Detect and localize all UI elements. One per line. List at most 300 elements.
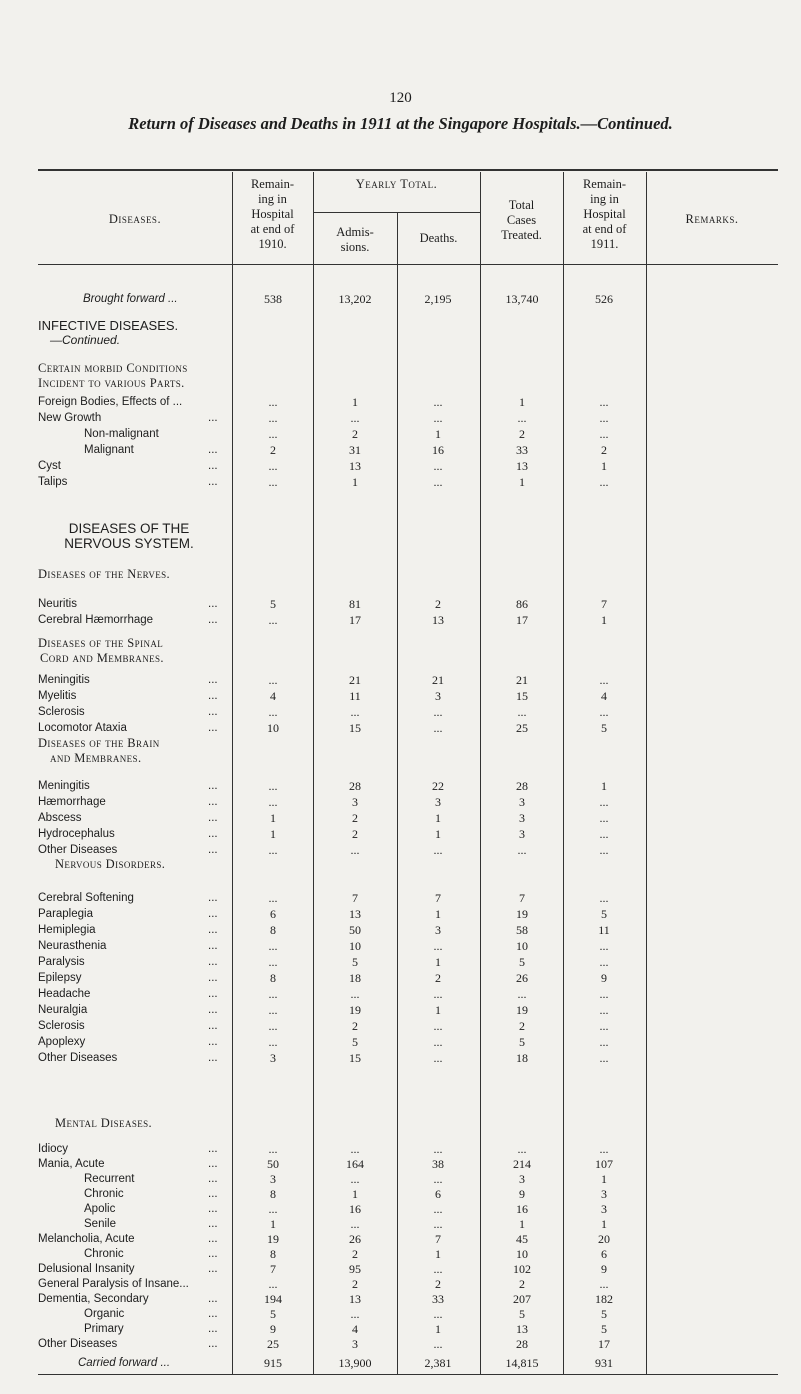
- leader-dots: ...: [208, 412, 218, 424]
- cell-value: 7: [601, 597, 607, 611]
- cell-value: ...: [433, 939, 443, 953]
- cell-value: 21: [432, 673, 444, 687]
- cell-value: 9: [519, 1187, 525, 1201]
- cell-value: 31: [349, 443, 361, 457]
- cell-value: 7: [435, 1232, 441, 1246]
- yearly-total-rule: [313, 212, 480, 213]
- disease-label: Dementia, Secondary: [38, 1293, 149, 1305]
- table-row: [38, 689, 778, 704]
- cell-value: 2: [352, 427, 358, 441]
- brought-forward-label: Brought forward ...: [83, 293, 178, 305]
- disease-label: Chronic: [84, 1248, 124, 1260]
- cell-value: 164: [346, 1157, 364, 1171]
- cell-value: ...: [268, 795, 278, 809]
- cell-value: 3: [435, 923, 441, 937]
- cell-value: 15: [349, 1051, 361, 1065]
- cell-value: 1: [601, 1172, 607, 1186]
- cell-value: 28: [516, 779, 528, 793]
- cell-value: ...: [517, 987, 527, 1001]
- cell-value: 5: [270, 597, 276, 611]
- table-row: [38, 1232, 778, 1247]
- cell-value: 1: [435, 1322, 441, 1336]
- cell-value: 2: [352, 811, 358, 825]
- cell-value: 1: [435, 1003, 441, 1017]
- cell-value: ...: [350, 1172, 360, 1186]
- leader-dots: ...: [208, 598, 218, 610]
- cell-value: 2: [270, 443, 276, 457]
- cell-value: 2: [435, 597, 441, 611]
- cell-value: 5: [352, 955, 358, 969]
- cell-value: 19: [516, 907, 528, 921]
- disease-label: Cerebral Hæmorrhage: [38, 614, 154, 626]
- table-row: [38, 1202, 778, 1217]
- cell-value: ...: [433, 1035, 443, 1049]
- cell-value: 16: [349, 1202, 361, 1216]
- cell-value: 19: [349, 1003, 361, 1017]
- leader-dots: ...: [208, 972, 218, 984]
- disease-label: Non-malignant: [84, 428, 159, 440]
- cell-value: 25: [516, 721, 528, 735]
- cell-value: ...: [268, 475, 278, 489]
- cell-value: 19: [267, 1232, 279, 1246]
- leader-dots: ...: [208, 1020, 218, 1032]
- cell-value: ...: [268, 1277, 278, 1291]
- cell-value: ...: [268, 1003, 278, 1017]
- table-row: [38, 1142, 778, 1157]
- disease-label: Chronic: [84, 1188, 124, 1200]
- cell-value: ...: [599, 955, 609, 969]
- disease-label: Paraplegia: [38, 908, 93, 920]
- cell-value: ...: [268, 673, 278, 687]
- leader-dots: ...: [208, 1218, 218, 1230]
- cell-value: ...: [599, 1019, 609, 1033]
- cell-value: 25: [267, 1337, 279, 1351]
- cell-value: ...: [268, 955, 278, 969]
- leader-dots: ...: [208, 908, 218, 920]
- cell-value: ...: [268, 1035, 278, 1049]
- cell-value: 182: [595, 1292, 613, 1306]
- disease-label: Recurrent: [84, 1173, 135, 1185]
- table-row: [38, 827, 778, 842]
- page-number: 120: [389, 90, 412, 106]
- cell-value: ...: [350, 1307, 360, 1321]
- table-row: [38, 721, 778, 736]
- cell-value: 13: [349, 459, 361, 473]
- cell-value: ...: [268, 411, 278, 425]
- header-remaining-1911: Remain- ing in Hospital at end of 1911.: [582, 177, 627, 251]
- disease-label: Locomotor Ataxia: [38, 722, 127, 734]
- leader-dots: ...: [208, 1188, 218, 1200]
- leader-dots: ...: [208, 796, 218, 808]
- disease-label: Hemiplegia: [38, 924, 96, 936]
- cell-value: ...: [350, 411, 360, 425]
- cell-value: 8: [270, 923, 276, 937]
- header-total-cases: Total Cases Treated.: [501, 198, 542, 242]
- leader-dots: ...: [208, 1233, 218, 1245]
- leader-dots: ...: [208, 1263, 218, 1275]
- table-row: [38, 955, 778, 970]
- cell-value: 2: [519, 427, 525, 441]
- cell-value: 50: [349, 923, 361, 937]
- leader-dots: ...: [208, 940, 218, 952]
- table-row: [38, 811, 778, 826]
- subsection-morbid: Certain morbid Conditions Incident to various Parts.: [38, 361, 188, 390]
- leader-dots: ...: [208, 614, 218, 626]
- section-nervous: DISEASES OF THE NERVOUS SYSTEM.: [64, 521, 194, 551]
- leader-dots: ...: [208, 460, 218, 472]
- cell-value: 86: [516, 597, 528, 611]
- cell-value: ...: [433, 843, 443, 857]
- cell-value: 2: [601, 443, 607, 457]
- table-row: [38, 443, 778, 458]
- disease-label: Hæmorrhage: [38, 796, 106, 808]
- disease-label: Neurasthenia: [38, 940, 107, 952]
- disease-label: Meningitis: [38, 780, 90, 792]
- cell-value: ...: [268, 779, 278, 793]
- leader-dots: ...: [208, 1173, 218, 1185]
- cell-value: ...: [268, 1202, 278, 1216]
- leader-dots: ...: [208, 706, 218, 718]
- leader-dots: ...: [208, 674, 218, 686]
- cell-value: ...: [599, 1003, 609, 1017]
- leader-dots: ...: [208, 828, 218, 840]
- table-row: [38, 987, 778, 1002]
- leader-dots: ...: [208, 690, 218, 702]
- cell-value: 8: [270, 1247, 276, 1261]
- cell-value: ...: [268, 987, 278, 1001]
- header-admissions: Admis- sions.: [336, 225, 374, 254]
- cell-value: ...: [599, 843, 609, 857]
- carried-forward-label: Carried forward ...: [78, 1357, 171, 1369]
- table-row: [38, 427, 778, 442]
- cell-value: 21: [349, 673, 361, 687]
- cell-value: 17: [598, 1337, 610, 1351]
- table-row: [38, 1051, 778, 1066]
- table-row: [38, 907, 778, 922]
- disease-label: Sclerosis: [38, 1020, 85, 1032]
- cell-value: ...: [350, 987, 360, 1001]
- cell-value: 10: [267, 721, 279, 735]
- cell-value: 3: [519, 795, 525, 809]
- cell-value: 26: [516, 971, 528, 985]
- cell-value: 3: [519, 827, 525, 841]
- table-row: [38, 1292, 778, 1307]
- cell-value: 1: [601, 459, 607, 473]
- subsection-brain: Diseases of the Brain and Membranes.: [38, 736, 160, 765]
- table-row: [38, 597, 778, 612]
- disease-label: Paralysis: [38, 956, 85, 968]
- cell-value: ...: [599, 1051, 609, 1065]
- cell-value: ...: [268, 1142, 278, 1156]
- cell-value: 9: [270, 1322, 276, 1336]
- page-title: Return of Diseases and Deaths in 1911 at the Singapore Hospitals.—Continued.: [128, 114, 673, 133]
- disease-label: Cerebral Softening: [38, 892, 134, 904]
- cell-value: 9: [601, 971, 607, 985]
- cell-value: 17: [516, 613, 528, 627]
- cell-value: 1: [352, 1187, 358, 1201]
- cell-value: ...: [433, 1307, 443, 1321]
- cell-value: 5: [519, 1035, 525, 1049]
- leader-dots: ...: [208, 1248, 218, 1260]
- cell-value: 1: [435, 827, 441, 841]
- cell-value: 3: [519, 1172, 525, 1186]
- table-row: [38, 1187, 778, 1202]
- table-row: [38, 1157, 778, 1172]
- leader-dots: ...: [208, 1052, 218, 1064]
- cell-value: 1: [519, 475, 525, 489]
- disease-label: Epilepsy: [38, 972, 82, 984]
- disease-label: Idiocy: [38, 1143, 69, 1155]
- cell-value: ...: [433, 459, 443, 473]
- disease-label: Meningitis: [38, 674, 90, 686]
- cell-value: 19: [516, 1003, 528, 1017]
- cell-value: ...: [599, 1277, 609, 1291]
- table-row: [38, 411, 778, 426]
- cell-value: 207: [513, 1292, 531, 1306]
- cell-value: 50: [267, 1157, 279, 1171]
- disease-label: Apoplexy: [38, 1036, 86, 1048]
- cell-value: ...: [599, 705, 609, 719]
- leader-dots: ...: [208, 1338, 218, 1350]
- leader-dots: ...: [208, 722, 218, 734]
- disease-label: Myelitis: [38, 690, 77, 702]
- cell-value: 3: [270, 1172, 276, 1186]
- leader-dots: ...: [208, 924, 218, 936]
- cell-value: 28: [349, 779, 361, 793]
- leader-dots: ...: [208, 476, 218, 488]
- cell-value: 33: [516, 443, 528, 457]
- cell-value: 9: [601, 1262, 607, 1276]
- cell-value: ...: [268, 395, 278, 409]
- cell-value: 3: [270, 1051, 276, 1065]
- disease-label: Apolic: [84, 1203, 116, 1215]
- cell-value: 18: [516, 1051, 528, 1065]
- cell-value: ...: [599, 795, 609, 809]
- cell-value: ...: [599, 427, 609, 441]
- cell-value: ...: [433, 395, 443, 409]
- disease-label: Other Diseases: [38, 844, 118, 856]
- cell-value: ...: [599, 987, 609, 1001]
- cell-value: 38: [432, 1157, 444, 1171]
- cell-value: ...: [268, 459, 278, 473]
- cell-value: 107: [595, 1157, 613, 1171]
- cell-value: 3: [435, 689, 441, 703]
- cell-value: ...: [268, 705, 278, 719]
- cell-value: ...: [599, 395, 609, 409]
- cell-value: 6: [270, 907, 276, 921]
- cell-value: 1: [270, 827, 276, 841]
- cell-value: 5: [601, 1322, 607, 1336]
- cell-value: ...: [433, 1019, 443, 1033]
- cell-value: ...: [268, 939, 278, 953]
- cell-value: 1: [519, 395, 525, 409]
- table-row: [38, 1217, 778, 1232]
- disease-label: Headache: [38, 988, 91, 1000]
- leader-dots: ...: [208, 1143, 218, 1155]
- cell-value: 1: [435, 811, 441, 825]
- cell-value: ...: [599, 411, 609, 425]
- table-row: [38, 939, 778, 954]
- leader-dots: ...: [208, 812, 218, 824]
- cell-value: 10: [516, 1247, 528, 1261]
- cell-value: 26: [349, 1232, 361, 1246]
- subsection-spinal: Diseases of the Spinal Cord and Membranes.: [38, 636, 164, 665]
- disease-label: Organic: [84, 1308, 125, 1320]
- cell-value: 13: [432, 613, 444, 627]
- table-row: [38, 1322, 778, 1337]
- leader-dots: ...: [208, 988, 218, 1000]
- table-row: [38, 1307, 778, 1322]
- cell-value: 5: [519, 1307, 525, 1321]
- cell-value: 10: [516, 939, 528, 953]
- cell-value: ...: [433, 1337, 443, 1351]
- cell-value: 2: [519, 1277, 525, 1291]
- table-bottom-rule: [38, 1374, 778, 1375]
- cell-value: 3: [601, 1187, 607, 1201]
- cell-value: ...: [433, 1217, 443, 1231]
- leader-dots: ...: [208, 1203, 218, 1215]
- table-row: [38, 971, 778, 986]
- cell-value: 4: [270, 689, 276, 703]
- disease-label: Malignant: [84, 444, 134, 456]
- table-row: [38, 891, 778, 906]
- leader-dots: ...: [208, 1158, 218, 1170]
- cell-value: 1: [435, 1247, 441, 1261]
- cell-value: 13: [349, 1292, 361, 1306]
- cell-value: 2: [435, 1277, 441, 1291]
- table-row: [38, 1247, 778, 1262]
- cell-value: 20: [598, 1232, 610, 1246]
- cell-value: 194: [264, 1292, 282, 1306]
- subsection-nerves: Diseases of the Nerves.: [38, 567, 171, 581]
- leader-dots: ...: [208, 892, 218, 904]
- cell-value: 8: [270, 971, 276, 985]
- cell-value: 7: [519, 891, 525, 905]
- cell-value: ...: [268, 1019, 278, 1033]
- cell-value: ...: [350, 705, 360, 719]
- cell-value: ...: [599, 475, 609, 489]
- leader-dots: ...: [208, 1308, 218, 1320]
- header-deaths: Deaths.: [419, 231, 458, 245]
- leader-dots: ...: [208, 444, 218, 456]
- table-row: [38, 1337, 778, 1352]
- brought-forward-row: Brought forward ... 538 13,202 2,195 13,740 526: [83, 292, 613, 306]
- cell-value: 1: [435, 427, 441, 441]
- table-row: [38, 1019, 778, 1034]
- cell-value: ...: [599, 1142, 609, 1156]
- leader-dots: ...: [208, 1004, 218, 1016]
- cell-value: 3: [519, 811, 525, 825]
- cell-value: 10: [349, 939, 361, 953]
- cell-value: 13: [349, 907, 361, 921]
- table-row: [38, 475, 778, 490]
- table-top-rule: [38, 169, 778, 171]
- cell-value: ...: [517, 843, 527, 857]
- cell-value: 1: [601, 613, 607, 627]
- cell-value: 1: [270, 1217, 276, 1231]
- disease-label: General Paralysis of Insane...: [38, 1278, 189, 1290]
- table-row: [38, 459, 778, 474]
- disease-label: Melancholia, Acute: [38, 1233, 135, 1245]
- carried-forward-row: Carried forward ... 915 13,900 2,381 14,815 931: [78, 1356, 613, 1370]
- cell-value: ...: [517, 411, 527, 425]
- cell-value: 16: [516, 1202, 528, 1216]
- cell-value: ...: [268, 843, 278, 857]
- cell-value: ...: [599, 827, 609, 841]
- cell-value: ...: [350, 1217, 360, 1231]
- cell-value: 15: [516, 689, 528, 703]
- disease-label: Abscess: [38, 812, 82, 824]
- leader-dots: ...: [208, 956, 218, 968]
- cell-value: 2: [352, 1277, 358, 1291]
- table-row: [38, 673, 778, 688]
- cell-value: ...: [433, 475, 443, 489]
- table-row: [38, 923, 778, 938]
- leader-dots: ...: [208, 844, 218, 856]
- table-row: [38, 1172, 778, 1187]
- disease-label: New Growth: [38, 412, 102, 424]
- cell-value: 28: [516, 1337, 528, 1351]
- cell-value: ...: [433, 1051, 443, 1065]
- cell-value: 6: [601, 1247, 607, 1261]
- disease-label: Other Diseases: [38, 1338, 118, 1350]
- cell-value: 17: [349, 613, 361, 627]
- cell-value: 33: [432, 1292, 444, 1306]
- cell-value: 214: [513, 1157, 531, 1171]
- leader-dots: ...: [208, 1323, 218, 1335]
- cell-value: ...: [350, 1142, 360, 1156]
- cell-value: ...: [268, 891, 278, 905]
- cell-value: 18: [349, 971, 361, 985]
- cell-value: 1: [435, 955, 441, 969]
- cell-value: ...: [433, 705, 443, 719]
- cell-value: 5: [270, 1307, 276, 1321]
- cell-value: ...: [517, 705, 527, 719]
- table-row: [38, 795, 778, 810]
- cell-value: 81: [349, 597, 361, 611]
- cell-value: ...: [433, 1142, 443, 1156]
- cell-value: 3: [435, 795, 441, 809]
- disease-label: Talips: [38, 476, 68, 488]
- cell-value: 95: [349, 1262, 361, 1276]
- header-yearly-total: Yearly Total.: [355, 177, 438, 191]
- header-diseases: Diseases.: [108, 212, 162, 226]
- header-bottom-rule: [38, 264, 778, 265]
- cell-value: ...: [433, 1262, 443, 1276]
- cell-value: 7: [352, 891, 358, 905]
- cell-value: 2: [519, 1019, 525, 1033]
- disease-label: Neuritis: [38, 598, 77, 610]
- subsection-mental: Mental Diseases.: [55, 1116, 153, 1130]
- cell-value: 2: [352, 1247, 358, 1261]
- cell-value: 6: [435, 1187, 441, 1201]
- cell-value: 8: [270, 1187, 276, 1201]
- disease-label: Foreign Bodies, Effects of ...: [38, 396, 183, 408]
- cell-value: 3: [352, 1337, 358, 1351]
- cell-value: ...: [599, 673, 609, 687]
- disease-label: Other Diseases: [38, 1052, 118, 1064]
- cell-value: 13: [516, 1322, 528, 1336]
- cell-value: 7: [270, 1262, 276, 1276]
- cell-value: 1: [435, 907, 441, 921]
- cell-value: 15: [349, 721, 361, 735]
- cell-value: 45: [516, 1232, 528, 1246]
- table-row: [38, 705, 778, 720]
- cell-value: 1: [270, 811, 276, 825]
- cell-value: 3: [352, 795, 358, 809]
- disease-label: Mania, Acute: [38, 1158, 105, 1170]
- leader-dots: ...: [208, 1036, 218, 1048]
